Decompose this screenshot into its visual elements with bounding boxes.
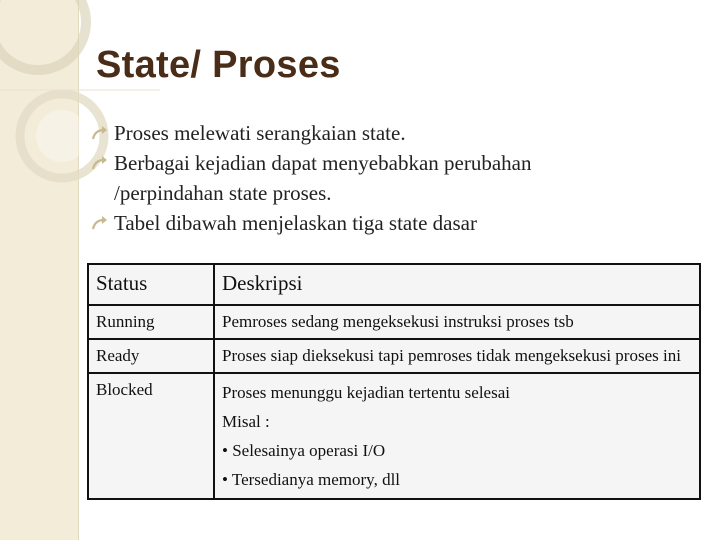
curved-arrow-bullet-icon — [90, 118, 110, 148]
column-header-status: Status — [88, 264, 214, 305]
description-line: Proses siap dieksekusi tapi pemroses tidak mengeksekusi proses ini — [222, 346, 681, 365]
bullet-text: Berbagai kejadian dapat menyebabkan perubahan /perpindahan state proses. — [114, 151, 532, 205]
table-row — [88, 373, 700, 499]
description-line: Pemroses sedang mengeksekusi instruksi proses tsb — [222, 312, 574, 331]
slide-title: State/ Proses — [96, 44, 341, 86]
bullet-item — [90, 148, 634, 208]
status-cell: Running — [88, 305, 214, 339]
bullet-text: Tabel dibawah menjelaskan tiga state dasar — [114, 211, 477, 235]
description-line: • Tersedianya memory, dll — [222, 470, 401, 489]
description-cell — [214, 305, 700, 339]
state-table — [87, 263, 701, 500]
curved-arrow-bullet-icon — [90, 148, 110, 178]
description-line: Misal : — [222, 412, 270, 431]
description-cell — [214, 373, 700, 499]
description-line: Proses menunggu kejadian tertentu selesai — [222, 383, 510, 402]
table-header-row — [88, 264, 700, 305]
table-row — [88, 305, 700, 339]
left-decor-strip — [0, 0, 79, 540]
bullet-text: Proses melewati serangkaian state. — [114, 121, 406, 145]
table-row — [88, 339, 700, 373]
description-cell — [214, 339, 700, 373]
bullet-list — [90, 118, 690, 238]
status-cell: Blocked — [88, 373, 214, 499]
bullet-item — [90, 118, 690, 148]
curved-arrow-bullet-icon — [90, 208, 110, 238]
status-cell: Ready — [88, 339, 214, 373]
description-line: • Selesainya operasi I/O — [222, 441, 386, 460]
column-header-description: Deskripsi — [214, 264, 700, 305]
bullet-item — [90, 208, 690, 238]
